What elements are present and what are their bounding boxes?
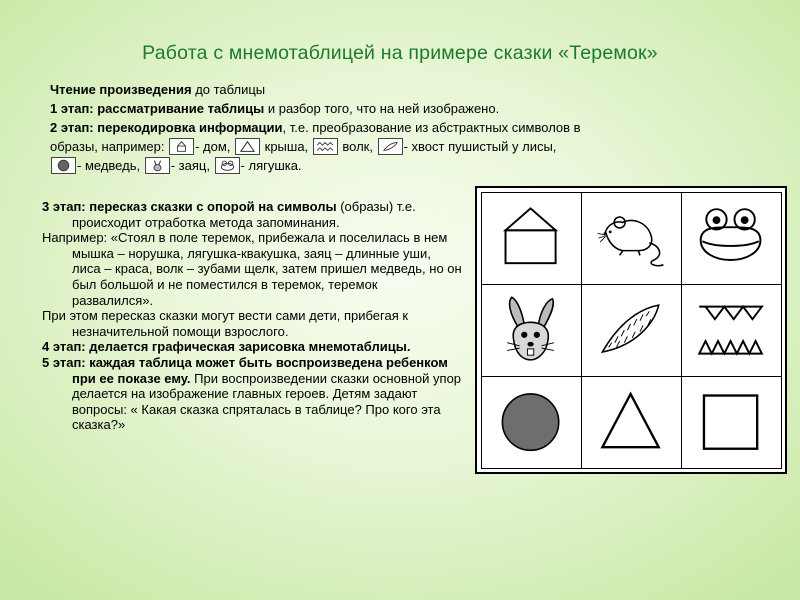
stage1-text: и разбор того, что на ней изображено.	[264, 101, 500, 116]
stage2-text: , т.е. преобразование из абстрактных символов в	[282, 120, 581, 135]
stage3-paragraph	[42, 199, 462, 230]
fox-tail-icon	[588, 291, 673, 369]
small-house-icon	[169, 138, 194, 155]
small-bear-icon	[51, 157, 76, 174]
stages-block	[42, 199, 462, 433]
hare-icon	[488, 291, 573, 369]
table-cell-frog	[681, 192, 782, 285]
fox-caption: - хвост пушистый у лисы,	[403, 139, 557, 154]
table-cell-square	[681, 376, 782, 469]
small-hare-icon	[145, 157, 170, 174]
roof-triangle-icon	[588, 383, 673, 461]
reading-text: до таблицы	[191, 82, 266, 97]
stage1-label: 1 этап: рассматривание таблицы	[50, 101, 265, 116]
examples-label: образы, например:	[50, 139, 169, 154]
small-frog-icon	[215, 157, 240, 174]
small-wolf-icon	[313, 138, 338, 155]
stage5-text: При воспроизведении сказки основной упор делается на изображение главных героев. Детям задают вопросы: « Какая сказка спряталась в таблице? Про кого эта сказка?»	[72, 370, 462, 433]
frog-caption: - лягушка.	[240, 158, 302, 173]
reading-label: Чтение произведения	[50, 82, 192, 97]
stage3-label: 3 этап: пересказ сказки с опорой на символы	[42, 199, 337, 214]
table-cell-mouse	[581, 192, 682, 285]
example-label: Например:	[42, 230, 108, 246]
stage4-label: 4 этап: делается графическая зарисовка мнемотаблицы.	[42, 339, 411, 355]
note-paragraph: При этом пересказ сказки могут вести сами дети, прибегая к незначительной помощи взрослого.	[42, 308, 409, 339]
example-paragraph	[42, 230, 462, 308]
mnemo-table	[475, 186, 787, 474]
example-text: «Стоял в поле теремок, прибежала и поселилась в нем мышка – норушка, лягушка-квакушка, заяц – длинные уши, лиса – краса, волк – зубами щелк, затем пришел медведь, но он был большой и не поместился в теремок, теремок развалился».	[72, 230, 462, 308]
stage5-paragraph	[42, 355, 462, 433]
stage5-label: 5 этап: каждая таблица может быть воспроизведена ребенком при ее показе ему	[42, 354, 448, 386]
table-cell-wolf	[681, 284, 782, 377]
intro-block	[50, 80, 770, 175]
house-caption: - дом,	[195, 139, 235, 154]
table-cell-hare	[481, 284, 582, 377]
small-roof-icon	[235, 138, 260, 155]
table-cell-roof	[581, 376, 682, 469]
wolf-caption: волк,	[338, 139, 377, 154]
roof-caption: крыша,	[261, 139, 312, 154]
intro-line-1	[50, 80, 770, 99]
intro-line-2	[50, 99, 770, 118]
hare-caption: - заяц,	[170, 158, 214, 173]
bear-circle-icon	[488, 383, 573, 461]
stage5-dot: .	[186, 370, 191, 386]
house-icon	[488, 199, 573, 277]
stage2-label: 2 этап: перекодировка информации	[50, 120, 283, 135]
page-title: Работа с мнемотаблицей на примере сказки «Теремок»	[142, 42, 658, 64]
table-cell-house	[481, 192, 582, 285]
wolf-teeth-icon	[688, 291, 773, 369]
intro-line-4	[50, 137, 770, 156]
intro-line-3	[50, 118, 770, 137]
small-fox-tail-icon	[378, 138, 403, 155]
mouse-icon	[588, 199, 673, 277]
square-icon	[688, 383, 773, 461]
stage4-paragraph	[42, 339, 462, 355]
frog-icon	[688, 199, 773, 277]
table-cell-bear	[481, 376, 582, 469]
bear-caption: - медведь,	[77, 158, 144, 173]
table-cell-fox-tail	[581, 284, 682, 377]
stage3-text: (образы) т.е. происходит отработка метода запоминания.	[72, 199, 416, 230]
intro-line-5	[50, 156, 770, 175]
